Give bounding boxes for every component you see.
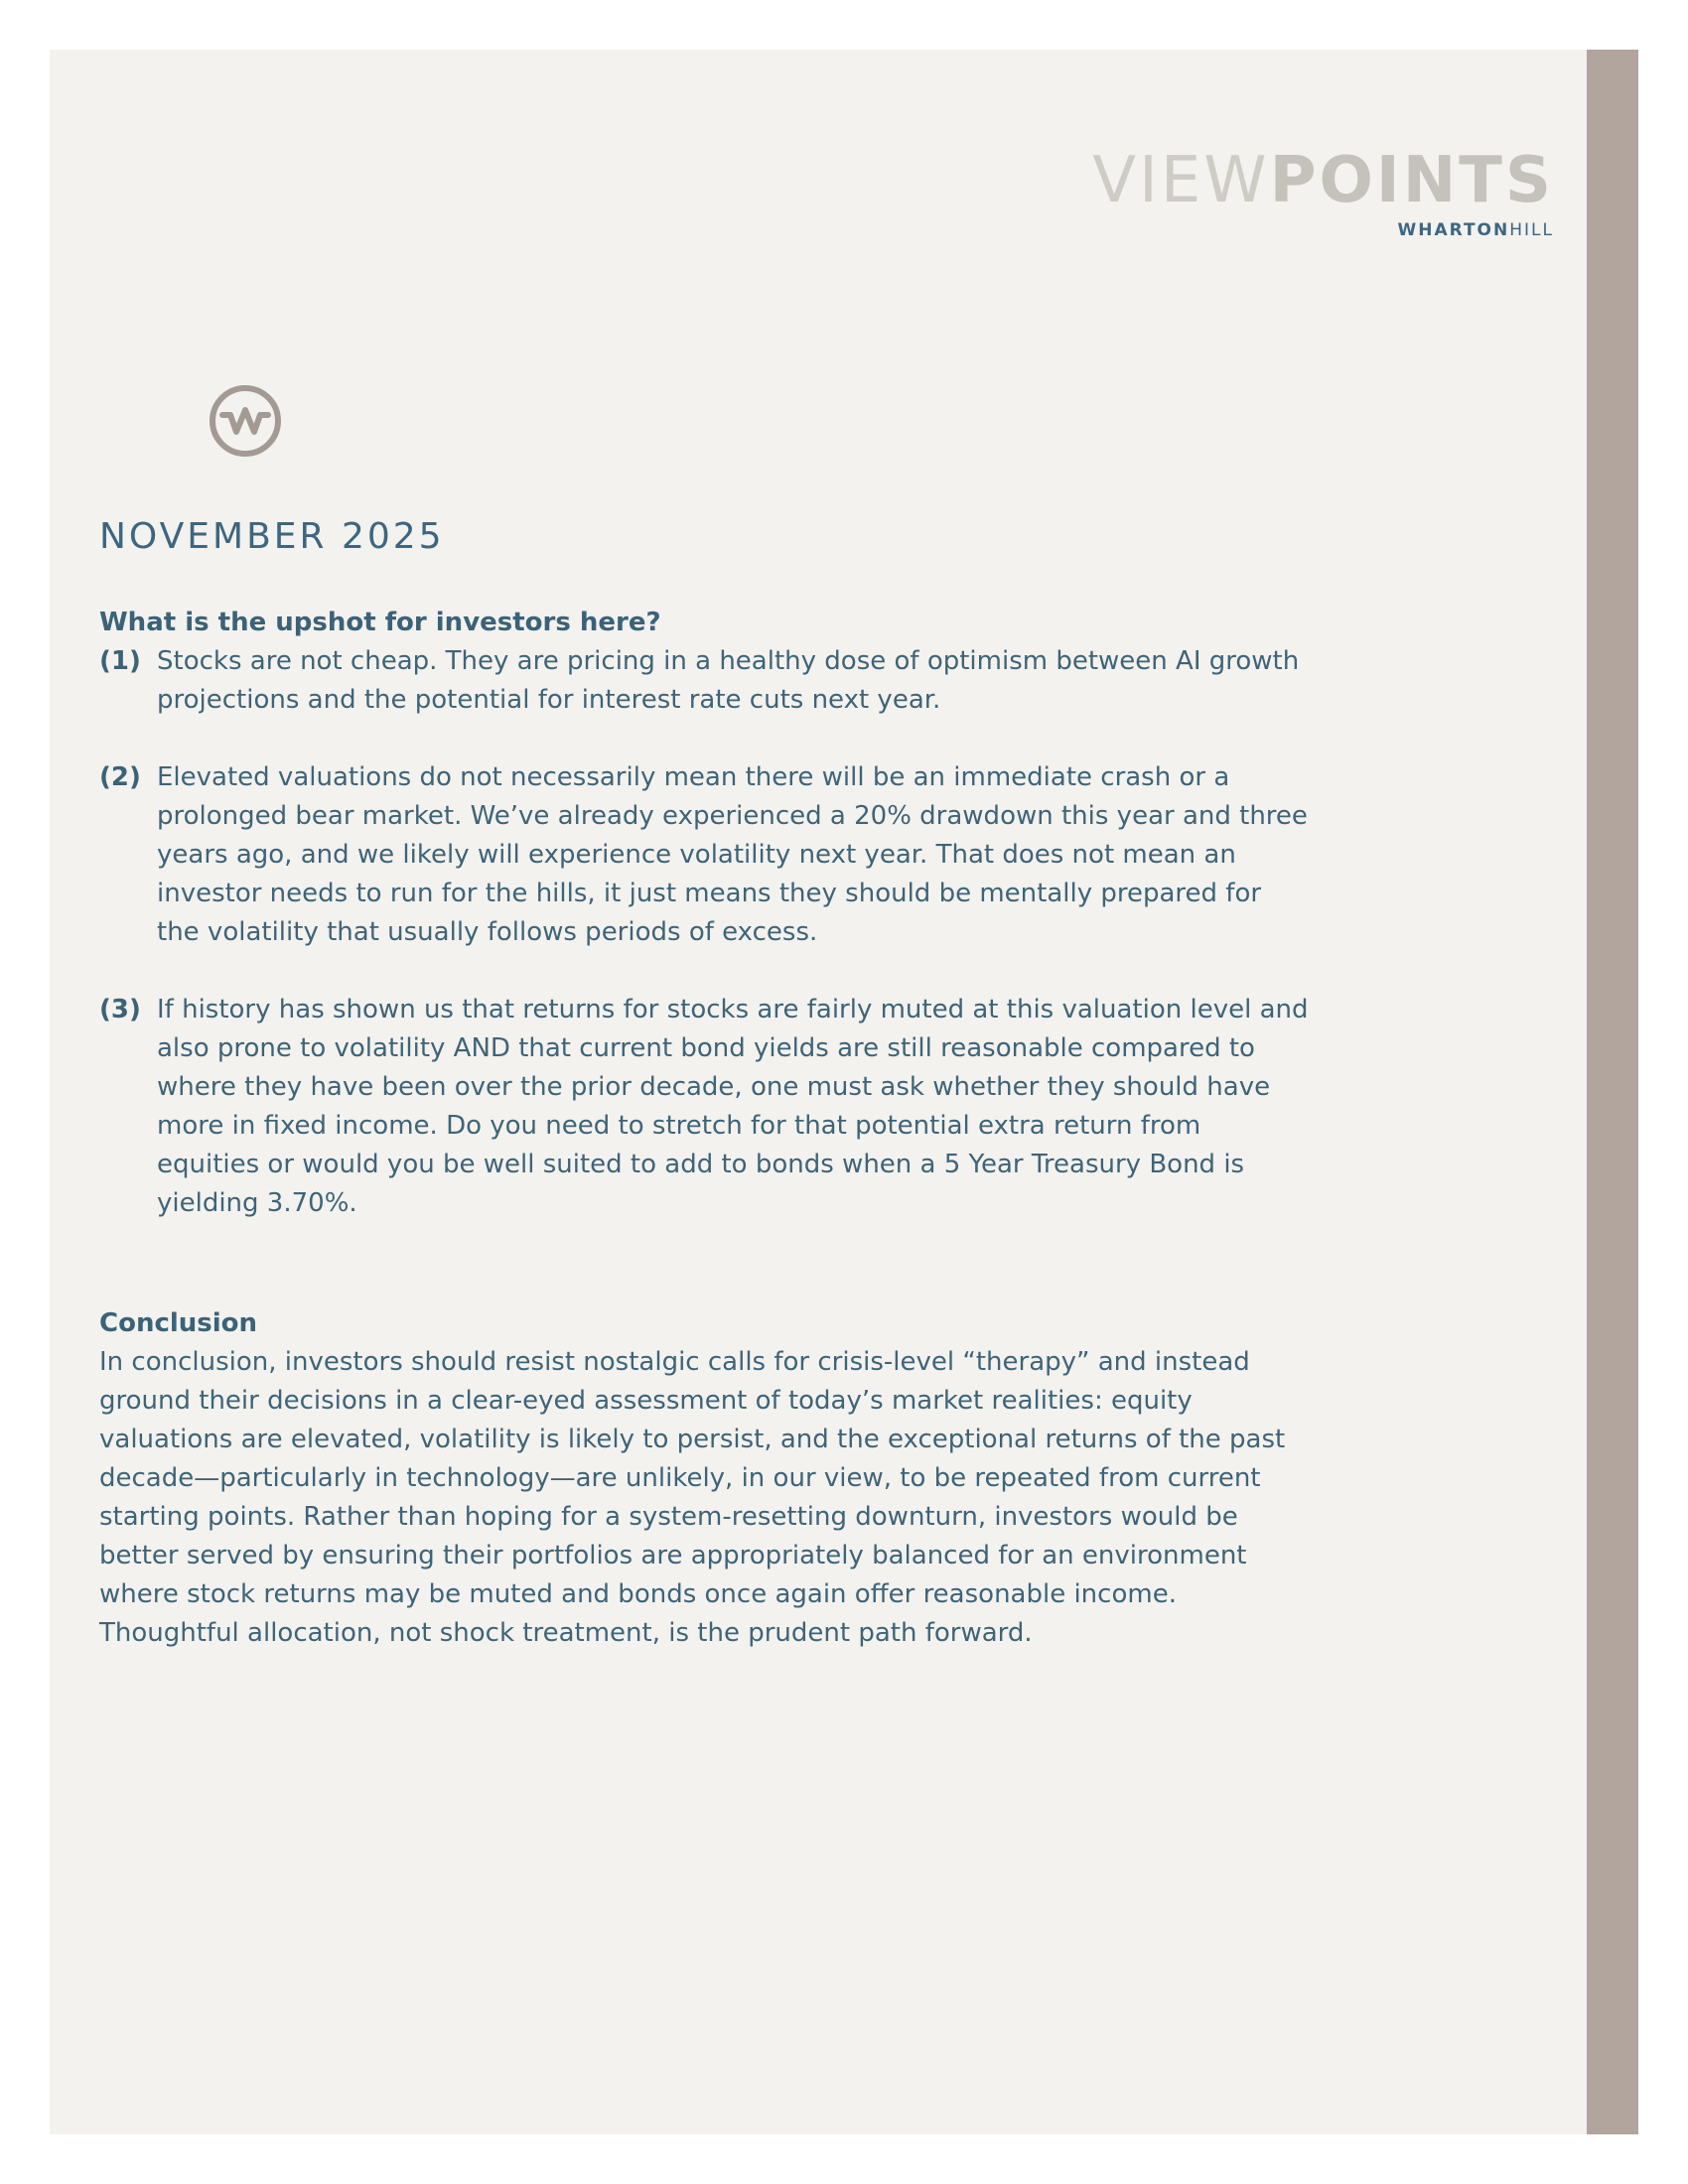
conclusion-section bbox=[99, 1304, 1311, 1653]
point-text: Stocks are not cheap. They are pricing in a healthy dose of optimism between AI growth projections and the potential for interest rate cuts next year. bbox=[157, 646, 1300, 715]
point-number: (3) bbox=[99, 995, 141, 1024]
point-number: (2) bbox=[99, 762, 141, 792]
organization-name-light: HILL bbox=[1509, 220, 1554, 240]
issue-date: NOVEMBER 2025 bbox=[99, 516, 445, 557]
article-body bbox=[99, 604, 1311, 1653]
organization-name bbox=[1092, 220, 1554, 240]
masthead bbox=[1092, 144, 1554, 240]
organization-name-bold: WHARTON bbox=[1397, 220, 1510, 240]
point-text: If history has shown us that returns for stocks are fairly muted at this valuation level and also prone to volatility AND that current bond yields are still reasonable compared to where they have been over the prior decade, one must ask whether they should have more in fixed income. Do you need to stretch for that potential extra return from equities or would you be well suited to add to bonds when a 5 Year Treasury Bond is yielding 3.70%. bbox=[157, 995, 1309, 1218]
upshot-point bbox=[99, 642, 1311, 720]
publication-title-thin: VIEW bbox=[1092, 144, 1270, 217]
publication-title-bold: POINTS bbox=[1269, 144, 1554, 217]
upshot-point bbox=[99, 758, 1311, 952]
upshot-point bbox=[99, 991, 1311, 1223]
publication-title bbox=[1092, 144, 1554, 217]
decorative-side-bar bbox=[1587, 50, 1638, 2134]
conclusion-heading: Conclusion bbox=[99, 1308, 258, 1338]
upshot-heading: What is the upshot for investors here? bbox=[99, 608, 661, 637]
point-number: (1) bbox=[99, 646, 141, 676]
conclusion-text: In conclusion, investors should resist nostalgic calls for crisis-level “therapy” and instead ground their decisions in a clear-eyed assessment of today’s market realities: equity valuations are elevated, volatility is likely to persist, and the exceptional returns of the past decade—particularly in technology—are unlikely, in our view, to be repeated from current starting points. Rather than hoping for a system-resetting downturn, investors would be better served by ensuring their portfolios are appropriately balanced for an environment where stock returns may be muted and bonds once again offer reasonable income. Thoughtful allocation, not shock treatment, is the prudent path forward. bbox=[99, 1347, 1286, 1648]
upshot-points-list bbox=[99, 642, 1311, 1223]
point-text: Elevated valuations do not necessarily mean there will be an immediate crash or a prolonged bear market. We’ve already experienced a 20% drawdown this year and three years ago, and we likely will experience volatility next year. That does not mean an investor needs to run for the hills, it just means they should be mentally prepared for the volatility that usually follows periods of excess. bbox=[157, 762, 1308, 947]
wharton-hill-w-icon bbox=[209, 384, 282, 458]
